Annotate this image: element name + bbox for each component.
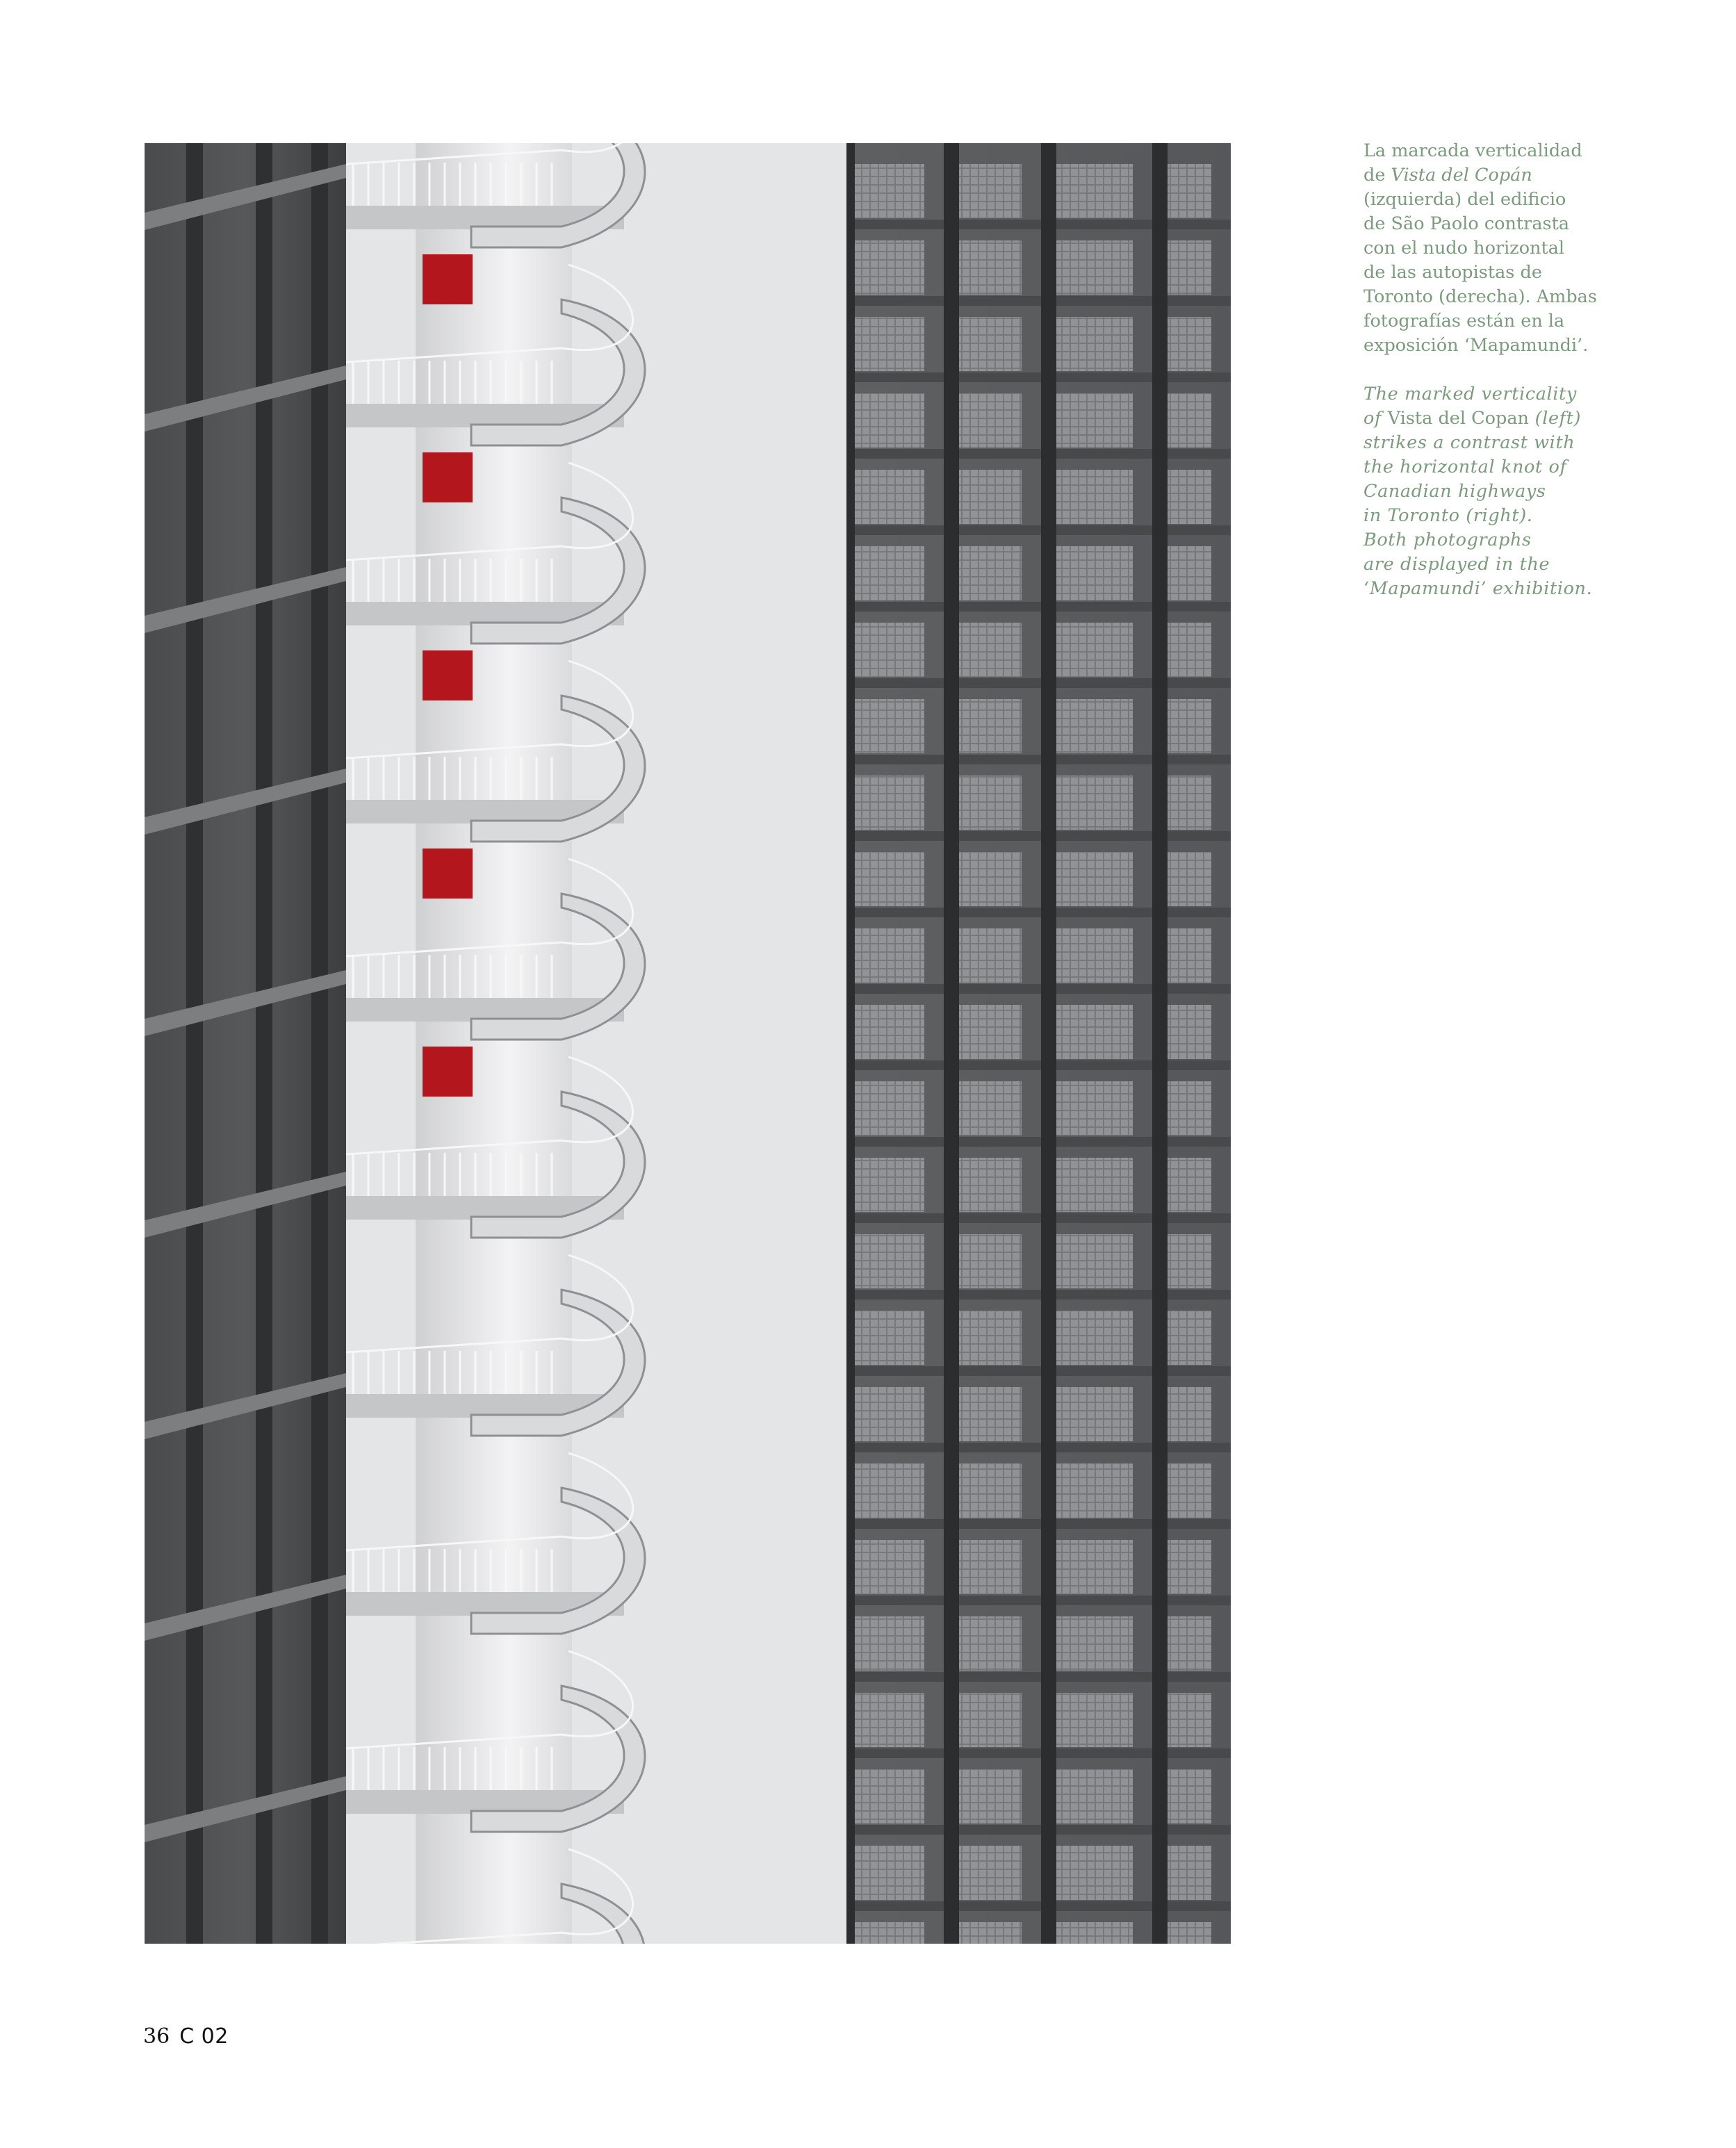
copan-building-photo <box>145 143 1231 1944</box>
caption-line: are displayed in the <box>1364 554 1550 575</box>
caption-line: The marked verticality <box>1364 384 1577 404</box>
caption-line: in Toronto (right). <box>1364 505 1533 526</box>
work-title: Vista del Copan <box>1387 408 1529 429</box>
caption-text: del edificio <box>1461 189 1566 210</box>
caption-line: de las autopistas de <box>1364 262 1542 283</box>
caption-line: Canadian highways <box>1364 481 1546 502</box>
caption-spanish <box>1364 139 1641 358</box>
caption-line <box>1364 407 1641 431</box>
caption-english <box>1364 382 1641 601</box>
caption-text: (left) <box>1528 408 1582 429</box>
caption-text: de <box>1364 165 1391 186</box>
caption-line <box>1364 188 1641 212</box>
caption-line <box>1364 163 1641 188</box>
caption-text: (izquierda) <box>1364 189 1462 210</box>
photo-caption <box>1364 139 1641 601</box>
caption-line: La marcada verticalidad <box>1364 140 1582 161</box>
magazine-code: C 02 <box>179 2024 229 2049</box>
caption-line: de São Paolo contrasta <box>1364 213 1570 234</box>
caption-line: exposición ‘Mapamundi’. <box>1364 335 1589 356</box>
caption-line: Toronto (derecha). Ambas <box>1364 286 1597 307</box>
caption-line: Both photographs <box>1364 530 1532 550</box>
caption-line: the horizontal knot of <box>1364 457 1567 477</box>
page-folio <box>143 2024 229 2049</box>
caption-line: ‘Mapamundi’ exhibition. <box>1364 578 1593 599</box>
work-title: Vista del Copán <box>1391 165 1532 186</box>
caption-line: fotografías están en la <box>1364 311 1565 331</box>
caption-line: strikes a contrast with <box>1364 432 1575 453</box>
caption-line: con el nudo horizontal <box>1364 238 1565 259</box>
page-number: 36 <box>143 2024 170 2049</box>
caption-text: of <box>1364 408 1388 429</box>
